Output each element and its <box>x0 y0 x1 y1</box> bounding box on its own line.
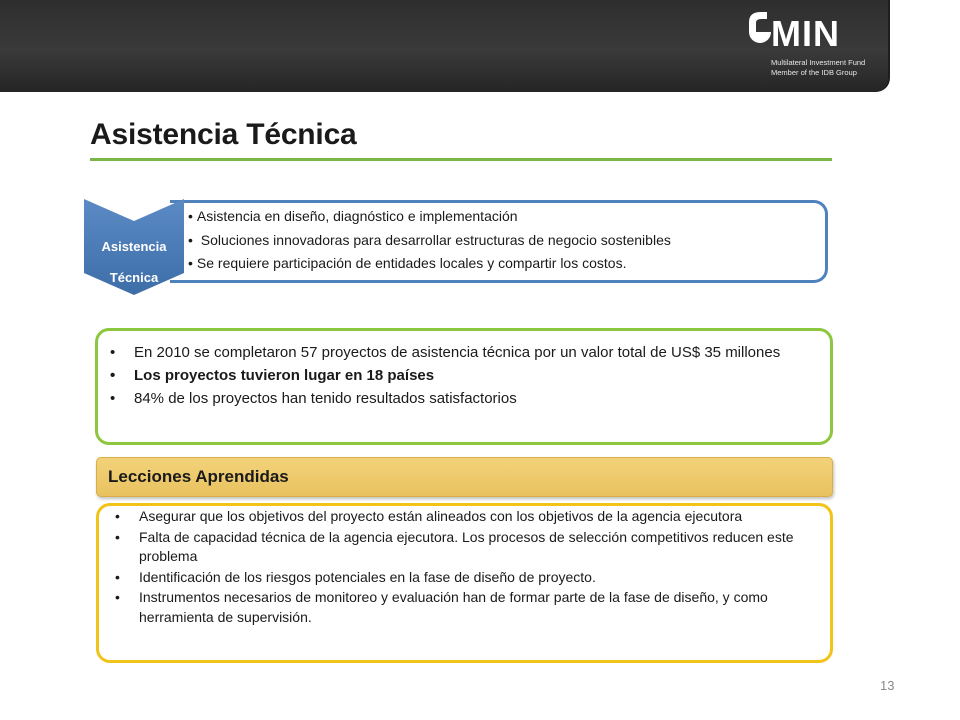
logo-wordmark: MIN <box>771 13 840 54</box>
results-list <box>110 343 810 412</box>
list-item: • 84% de los proyectos han tenido resultados satisfactorios <box>110 389 810 408</box>
lessons-list <box>115 507 805 628</box>
list-item: • Los proyectos tuvieron lugar en 18 países <box>110 366 810 385</box>
list-item: • Asegurar que los objetivos del proyecto están alineados con los objetivos de la agencia ejecutora <box>115 507 805 527</box>
list-item: • En 2010 se completaron 57 proyectos de asistencia técnica por un valor total de US$ 35 millones <box>110 343 810 362</box>
list-item: • Identificación de los riesgos potenciales en la fase de diseño de proyecto. <box>115 568 805 588</box>
list-item: • Soluciones innovadoras para desarrollar estructuras de negocio sostenibles <box>188 229 671 253</box>
list-item: • Se requiere participación de entidades locales y compartir los costos. <box>188 252 671 276</box>
list-item: • Instrumentos necesarios de monitoreo y evaluación han de formar parte de la fase de diseño, y como herramienta de supervisión. <box>115 588 805 627</box>
logo-subtitle-line2: Member of the IDB Group <box>771 68 857 77</box>
logo-subtitle-line1: Multilateral Investment Fund <box>771 58 866 67</box>
lessons-header-title: Lecciones Aprendidas <box>108 467 289 486</box>
chevron-label-line2: Técnica <box>109 270 159 285</box>
technical-assistance-list <box>188 205 671 276</box>
list-item: • Falta de capacidad técnica de la agencia ejecutora. Los procesos de selección competitivos reducen este problema <box>115 528 805 567</box>
page-title: Asistencia Técnica <box>90 118 357 151</box>
fomin-logo <box>745 10 885 82</box>
title-underline <box>90 158 832 161</box>
page-number: 13 <box>880 678 895 693</box>
list-item: • Asistencia en diseño, diagnóstico e implementación <box>188 205 671 229</box>
chevron-label-line1: Asistencia <box>101 239 167 254</box>
